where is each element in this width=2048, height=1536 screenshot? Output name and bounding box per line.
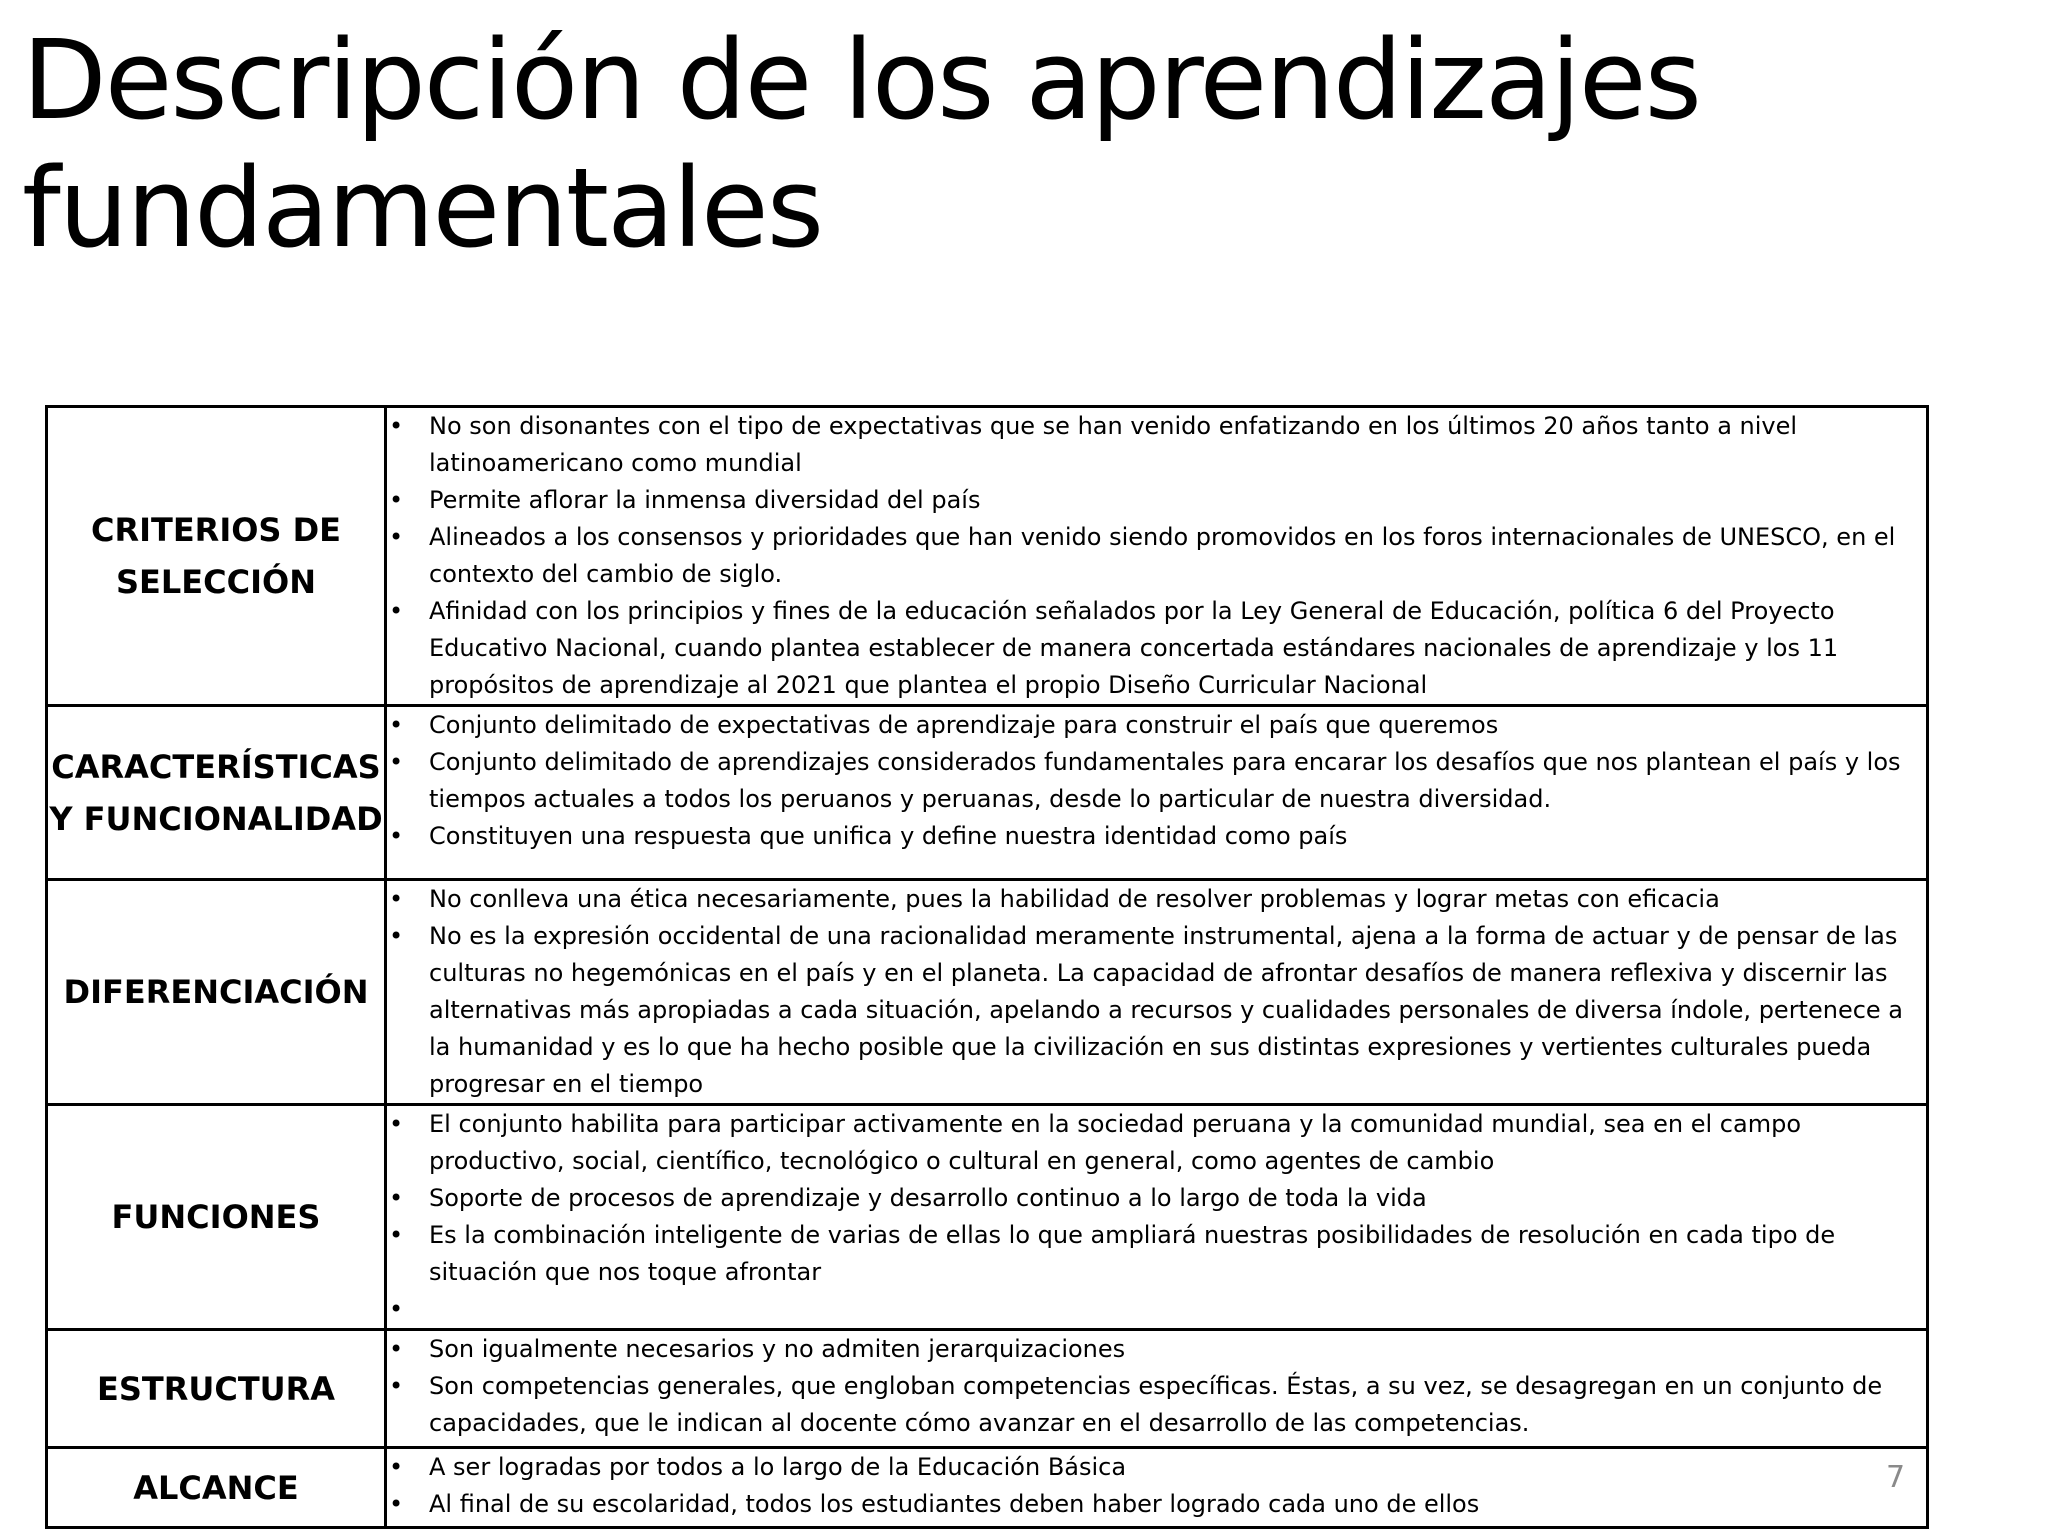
bullet-list (387, 707, 1926, 855)
row-label-caracteristicas: CARACTERÍSTICAS Y FUNCIONALIDAD (47, 706, 386, 880)
row-label-funciones: FUNCIONES (47, 1105, 386, 1330)
bullet-list (387, 1106, 1926, 1328)
table-row-diferenciacion (47, 880, 1928, 1105)
row-label-alcance: ALCANCE (47, 1448, 386, 1528)
list-item: • Son competencias generales, que engloban competencias específicas. Éstas, a su vez, se desagregan en un conjunto de capacidades, que le indican al docente cómo avanzar en el desarrollo de las competencias. (387, 1368, 1926, 1442)
row-content-estructura (386, 1330, 1928, 1448)
bullet-list (387, 1449, 1926, 1523)
list-item-empty (387, 1291, 1926, 1328)
list-item: • Es la combinación inteligente de varias de ellas lo que ampliará nuestras posibilidades de resolución en cada tipo de situación que nos toque afrontar (387, 1217, 1926, 1291)
list-item: • Son igualmente necesarios y no admiten jerarquizaciones (387, 1331, 1926, 1368)
list-item: • No es la expresión occidental de una racionalidad meramente instrumental, ajena a la forma de actuar y de pensar de las culturas no hegemónicas en el país y en el planeta. La capacidad de afrontar desafíos de manera reflexiva y discernir las alternativas más apropiadas a cada situación, apelando a recursos y cualidades personales de diversa índole, pertenece a la humanidad y es lo que ha hecho posible que la civilización en sus distintas expresiones y vertientes culturales pueda progresar en el tiempo (387, 918, 1926, 1103)
bullet-list (387, 881, 1926, 1103)
row-label-diferenciacion: DIFERENCIACIÓN (47, 880, 386, 1105)
list-item: • Al final de su escolaridad, todos los estudiantes deben haber logrado cada uno de ellos (387, 1486, 1926, 1523)
table-row-criterios (47, 407, 1928, 706)
row-content-funciones (386, 1105, 1928, 1330)
list-item: • Afinidad con los principios y fines de la educación señalados por la Ley General de Educación, política 6 del Proyecto Educativo Nacional, cuando plantea establecer de manera concertada estándares nacionales de aprendizaje y los 11 propósitos de aprendizaje al 2021 que plantea el propio Diseño Curricular Nacional (387, 593, 1926, 704)
list-item: • Constituyen una respuesta que unifica y define nuestra identidad como país (387, 818, 1926, 855)
list-item: • A ser logradas por todos a lo largo de la Educación Básica (387, 1449, 1926, 1486)
row-label-criterios: CRITERIOS DE SELECCIÓN (47, 407, 386, 706)
list-item: • Permite aflorar la inmensa diversidad del país (387, 482, 1926, 519)
list-item: • Alineados a los consensos y prioridades que han venido siendo promovidos en los foros internacionales de UNESCO, en el contexto del cambio de siglo. (387, 519, 1926, 593)
table-row-estructura (47, 1330, 1928, 1448)
table-row-funciones (47, 1105, 1928, 1330)
list-item: • El conjunto habilita para participar activamente en la sociedad peruana y la comunidad mundial, sea en el campo productivo, social, científico, tecnológico o cultural en general, como agentes de cambio (387, 1106, 1926, 1180)
list-item: • Conjunto delimitado de aprendizajes considerados fundamentales para encarar los desafíos que nos plantean el país y los tiempos actuales a todos los peruanos y peruanas, desde lo particular de nuestra diversidad. (387, 744, 1926, 818)
learning-description-table (45, 405, 1929, 1529)
list-item: • No conlleva una ética necesariamente, pues la habilidad de resolver problemas y lograr metas con eficacia (387, 881, 1926, 918)
list-item: • No son disonantes con el tipo de expectativas que se han venido enfatizando en los últimos 20 años tanto a nivel latinoamericano como mundial (387, 408, 1926, 482)
list-item: • Conjunto delimitado de expectativas de aprendizaje para construir el país que queremos (387, 707, 1926, 744)
table-row-alcance (47, 1448, 1928, 1528)
list-item: • Soporte de procesos de aprendizaje y desarrollo continuo a lo largo de toda la vida (387, 1180, 1926, 1217)
row-content-caracteristicas (386, 706, 1928, 880)
row-content-alcance (386, 1448, 1928, 1528)
row-label-estructura: ESTRUCTURA (47, 1330, 386, 1448)
bullet-list (387, 408, 1926, 704)
row-content-diferenciacion (386, 880, 1928, 1105)
bullet-list (387, 1331, 1926, 1442)
slide-title: Descripción de los aprendizajes fundamentales (22, 16, 1700, 272)
table-row-caracteristicas (47, 706, 1928, 880)
page-number: 7 (1886, 1460, 1906, 1495)
row-content-criterios (386, 407, 1928, 706)
